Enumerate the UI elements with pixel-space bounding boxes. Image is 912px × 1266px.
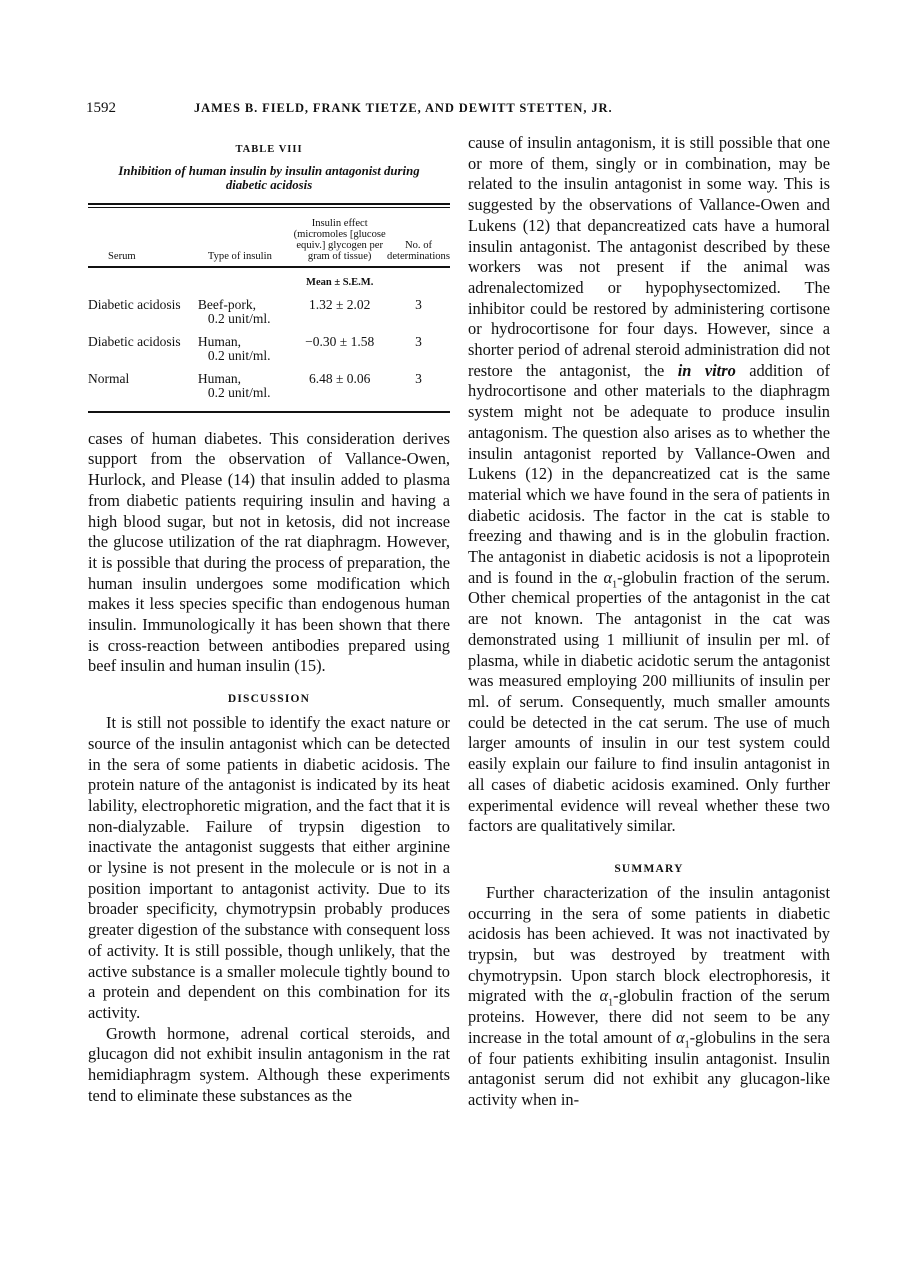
type-dose: 0.2 unit/ml. bbox=[207, 347, 271, 363]
col-header-determinations: No. of determinations bbox=[387, 239, 450, 262]
table-header-row bbox=[88, 208, 450, 267]
table-viii bbox=[88, 140, 450, 413]
body-paragraph: It is still not possible to identify the exact nature or source of the insulin antagonist which can be detected in the sera of some patients in diabetic acidosis. The protein nature of the antagonist is indicated by its heat lability, electrophoretic migration, and the fact that it is non-dialyzable. Failure of trypsin digestion to inactivate the antagonist suggests that either arginine or lysine is not present in the molecule or is not in a position important to antagonist activity. Due to its broader specificity, chymotrypsin probably produces greater digestion of the substance with consequent loss of activity. It is still possible, though unlikely, that the active substance is a smaller molecule tightly bound to a protein and dependent on this combination for its activity. bbox=[88, 713, 450, 1022]
type-line: Human, bbox=[197, 370, 241, 386]
cell-type bbox=[198, 298, 293, 335]
cell-serum: Diabetic acidosis bbox=[88, 333, 181, 349]
cell-serum: Diabetic acidosis bbox=[88, 296, 181, 312]
summary-heading: SUMMARY bbox=[614, 862, 684, 875]
subheader-row bbox=[88, 277, 450, 298]
col-header-serum: Serum bbox=[108, 250, 136, 262]
type-line: Beef-pork, bbox=[197, 296, 256, 312]
cell-type bbox=[198, 335, 293, 372]
body-paragraph bbox=[468, 133, 830, 837]
author-line: JAMES B. FIELD, FRANK TIETZE, AND DEWITT STETTEN, JR. bbox=[194, 101, 613, 115]
cell-serum: Normal bbox=[88, 370, 130, 386]
cell-effect: −0.30 ± 1.58 bbox=[305, 333, 375, 349]
col-header-effect: Insulin effect (micromoles [glucose equiv.] glycogen per gram of tissue) bbox=[293, 217, 386, 262]
table-row bbox=[88, 372, 450, 409]
table-bottom-rule bbox=[88, 411, 450, 413]
alpha-symbol: $\alpha_1$ bbox=[599, 986, 614, 1009]
cell-n: 3 bbox=[415, 296, 422, 312]
text-run: Further characterization of the insulin antagonist occurring in the sera of some patients in diabetic acidosis has been achieved. It was not inactivated by trypsin, but was destroyed by treatment with chymotrypsin. Upon starch block electrophoresis, it migrated with the bbox=[468, 882, 830, 1006]
text-run: -globulins in the sera of four patients exhibiting insulin antagonist. Insulin antagonist serum did not exhibit any glucagon-like activity when in- bbox=[468, 1027, 830, 1109]
data-table bbox=[88, 208, 450, 409]
text-run: -globulin fraction of the serum. Other chemical properties of the antagonist in the cat are not known. The antagonist in the cat was demonstrated using 1 milliunit of insulin per ml. of plasma, while in diabetic acidotic serum the antagonist was measured employing 200 milliunits of insulin per ml. of serum. Consequently, much smaller amounts could be detected in the cat serum. The use of much larger amounts of insulin in our test system could easily explain our failure to find insulin antagonist in all cases of diabetic acidosis examined. Only further experimental evidence will reveal whether these two factors are qualitatively similar. bbox=[468, 567, 830, 836]
type-dose: 0.2 unit/ml. bbox=[207, 310, 271, 326]
type-dose: 0.2 unit/ml. bbox=[207, 384, 271, 400]
col-header-type: Type of insulin bbox=[207, 250, 272, 262]
page-number: 1592 bbox=[86, 100, 116, 116]
table-row bbox=[88, 335, 450, 372]
header-rule bbox=[88, 267, 450, 277]
body-paragraph bbox=[468, 883, 830, 1111]
body-paragraph: Growth hormone, adrenal cortical steroids, and glucagon did not exhibit insulin antagonism in the rat hemidiaphragm system. Although these experiments tend to eliminate these substances as the bbox=[88, 1023, 450, 1105]
effect-subheader: Mean ± S.E.M. bbox=[306, 276, 374, 288]
table-label: TABLE VIII bbox=[235, 144, 303, 155]
running-head bbox=[86, 100, 836, 120]
type-line: Human, bbox=[197, 333, 241, 349]
cell-n: 3 bbox=[415, 333, 422, 349]
italic-term: in vitro bbox=[677, 360, 736, 380]
body-paragraph: cases of human diabetes. This consideration derives support from the observation of Vallance-Owen, Hurlock, and Please (14) that insulin added to plasma from diabetic patients requiring insulin and having a high blood sugar, but not in ketosis, did not increase the glucose utilization of the rat diaphragm. However, it is possible that during the process of preparation, the human insulin undergoes some modification which makes it less species specific than endogenous human insulin. Immunologically it has been shown that there is cross-reaction between antibodies prepared using beef insulin and human insulin (15). bbox=[88, 428, 450, 676]
text-run: -globulin fraction of the serum proteins. However, there did not seem to be any increase in the total amount of bbox=[468, 986, 830, 1047]
cell-effect: 6.48 ± 0.06 bbox=[308, 370, 371, 386]
discussion-heading: DISCUSSION bbox=[227, 693, 311, 706]
table-row bbox=[88, 298, 450, 335]
cell-n: 3 bbox=[415, 370, 422, 386]
cell-effect: 1.32 ± 2.02 bbox=[308, 296, 371, 312]
text-run: cause of insulin antagonism, it is still possible that one or more of them, singly or in combination, may be related to the insulin antagonist in some way. This is suggested by the observations of Vallance-Owen and Lukens (12) that depancreatized cats have a humoral insulin antagonist. The antagonist described by these workers was not present if the animal was adrenalectomized or hypophysectomized. The inhibitor could be restored by administering cortisone or hydrocortisone for four days. However, since a shorter period of adrenal steroid administration did not restore the antagonist, the bbox=[468, 133, 830, 380]
alpha-symbol: $\alpha_1$ bbox=[675, 1027, 690, 1051]
table-caption: Inhibition of human insulin by insulin antagonist during diabetic acidosis bbox=[118, 163, 420, 192]
cell-type bbox=[198, 372, 293, 409]
right-column bbox=[468, 133, 830, 1111]
left-column bbox=[88, 140, 450, 1107]
alpha-symbol: $\alpha_1$ bbox=[603, 567, 618, 591]
text-run: addition of hydrocortisone and other materials to the diaphragm system might not be adequate to produce insulin antagonism. The question also arises as to whether the insulin antagonist reported by Vallance-Owen and Lukens (12) in the depancreatized cat is the same material which we have found in the sera of patients in diabetic acidosis. The factor in the cat is stable to freezing and thawing and is in the globulin fraction. The antagonist in diabetic acidosis is not a lipoprotein and is found in the bbox=[468, 360, 830, 587]
